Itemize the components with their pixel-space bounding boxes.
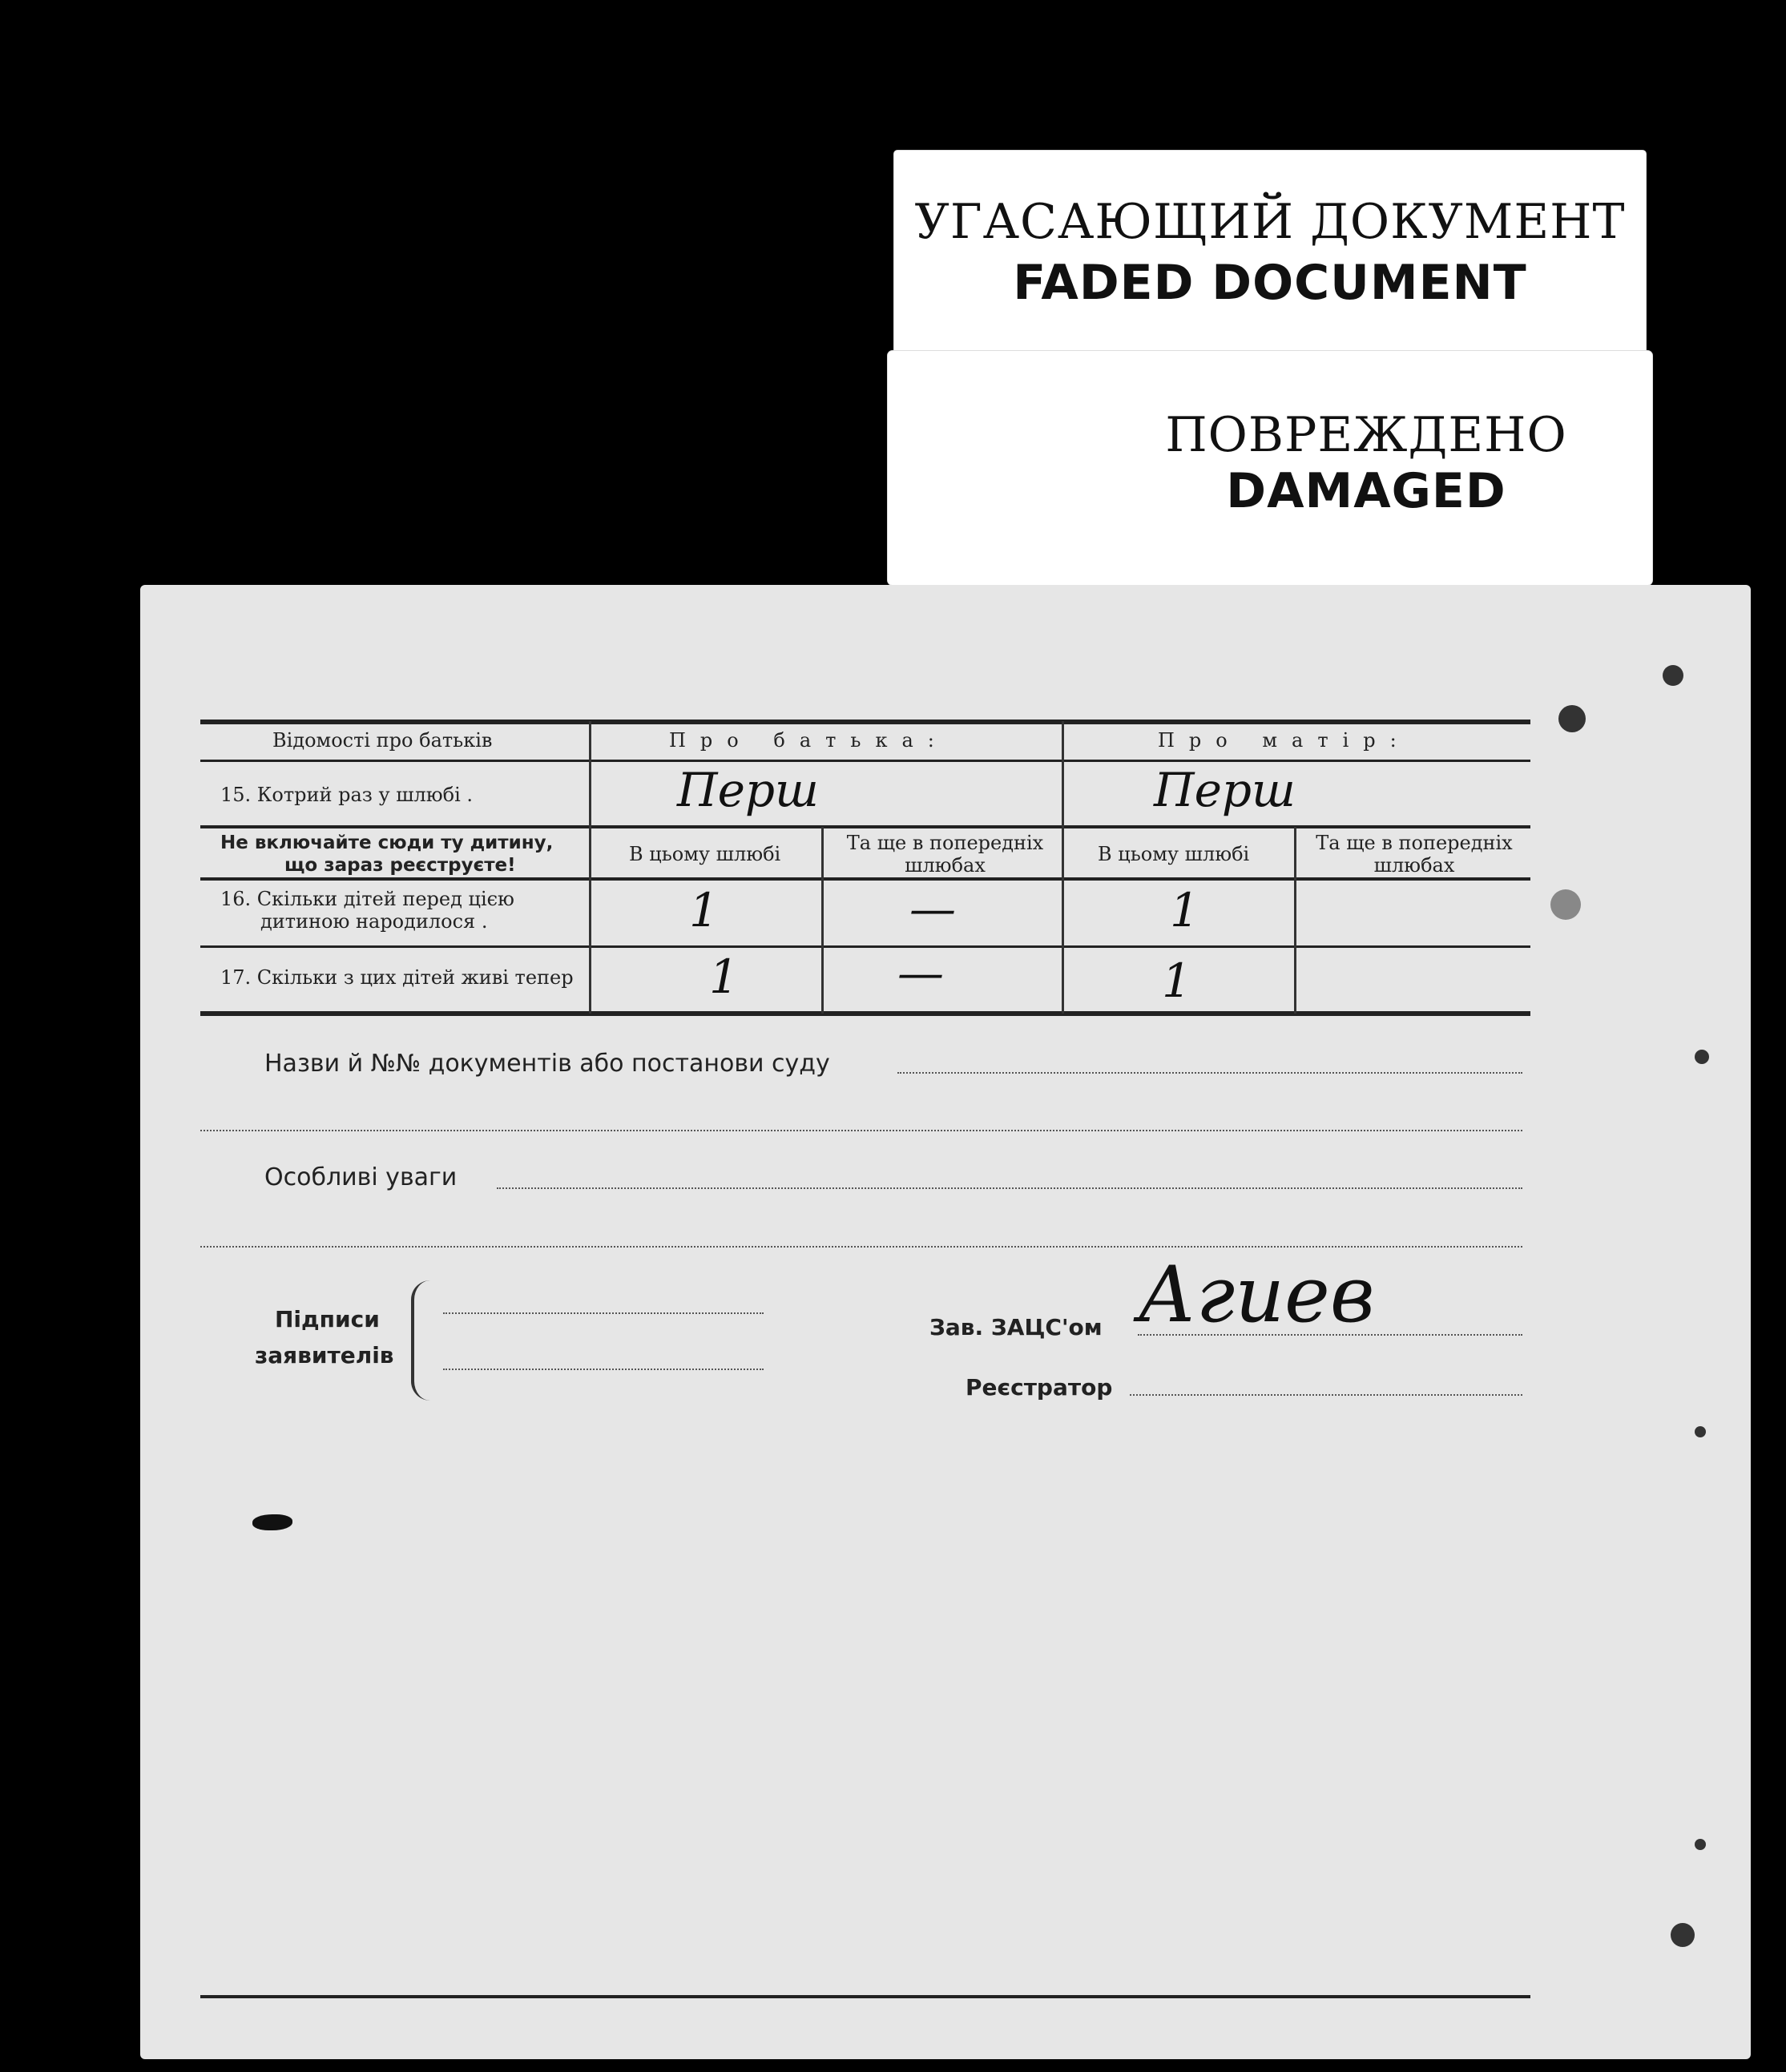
row17-label: 17. Скільки з цих дітей живі тепер (220, 966, 574, 989)
applicant-signature-line-1 (443, 1312, 764, 1314)
header-mother: Про матір: (1158, 729, 1411, 752)
faded-document-stamp (894, 151, 1646, 371)
head-signature-line (1138, 1334, 1522, 1336)
col-divider (589, 721, 591, 1014)
signatures-label-line1: Підписи (275, 1306, 380, 1332)
signatures-brace (411, 1280, 430, 1401)
row17-father-this: 1 (709, 949, 739, 1004)
table-bottom-rule (200, 1011, 1530, 1016)
ink-blot (252, 1514, 292, 1530)
faded-label-en: FADED DOCUMENT (1013, 255, 1527, 311)
record-form-page (140, 585, 1751, 2059)
col-divider (1062, 721, 1064, 1014)
notes-line (497, 1187, 1522, 1189)
row15-label: 15. Котрий раз у шлюбі . (220, 784, 474, 806)
page-bottom-rule (200, 1995, 1530, 1998)
row15-father-value: Перш (677, 763, 819, 817)
registrar-label: Реєстратор (966, 1374, 1113, 1401)
notes-label: Особливі уваги (264, 1163, 458, 1191)
head-label: Зав. ЗАЦС'ом (929, 1314, 1103, 1340)
header-parents-info: Відомості про батьків (272, 729, 493, 752)
row16-label-line1: 16. Скільки дітей перед цією (220, 888, 514, 910)
col-prev-marriages-father: Та ще в попередніх шлюбах (846, 832, 1044, 877)
note-exclude-child-line1: Не включайте сюди ту дитину, (220, 832, 554, 853)
punch-hole (1671, 1923, 1695, 1947)
row17-father-prev: — (897, 945, 944, 1000)
row15-rule (200, 825, 1530, 828)
col-divider (1294, 827, 1296, 1014)
table-top-rule (200, 720, 1530, 724)
col-divider (821, 827, 824, 1014)
col-this-marriage-mother: В цьому шлюбі (1098, 843, 1250, 865)
row17-mother-this: 1 (1162, 953, 1191, 1008)
row16-father-prev: — (909, 881, 956, 936)
header-father: Про батька: (669, 729, 949, 752)
note-exclude-child-line2: що зараз реєструєте! (284, 855, 516, 876)
punch-hole (1695, 1426, 1706, 1437)
punch-hole (1550, 889, 1581, 920)
punch-hole (1558, 705, 1586, 732)
documents-line (897, 1072, 1522, 1074)
punch-hole (1695, 1839, 1706, 1850)
applicant-signature-line-2 (443, 1369, 764, 1370)
subheader-rule (200, 877, 1530, 881)
header-rule (200, 760, 1530, 762)
head-signature: Агиев (1138, 1250, 1375, 1340)
punch-hole (1663, 665, 1683, 686)
col-prev-marriages-mother: Та ще в попередніх шлюбах (1316, 832, 1513, 877)
row16-label-line2: дитиною народилося . (260, 910, 488, 933)
signatures-label-line2: заявителів (255, 1342, 394, 1369)
row16-rule (200, 945, 1530, 948)
row15-mother-value: Перш (1154, 763, 1296, 817)
damaged-label-en: DAMAGED (1226, 463, 1506, 519)
punch-hole (1695, 1050, 1709, 1064)
col-this-marriage-father: В цьому шлюбі (629, 843, 781, 865)
faded-label-ru: УГАСАЮЩИЙ ДОКУМЕНТ (914, 194, 1626, 250)
documents-label: Назви й №№ документів або постанови суду (264, 1050, 830, 1078)
registrar-line (1130, 1394, 1522, 1396)
row16-father-this: 1 (689, 883, 719, 937)
damaged-stamp (888, 351, 1652, 585)
documents-line-2 (200, 1130, 1522, 1131)
row16-mother-this: 1 (1170, 883, 1199, 937)
notes-line-2 (200, 1246, 1522, 1248)
damaged-label-ru: ПОВРЕЖДЕНО (1165, 407, 1567, 463)
